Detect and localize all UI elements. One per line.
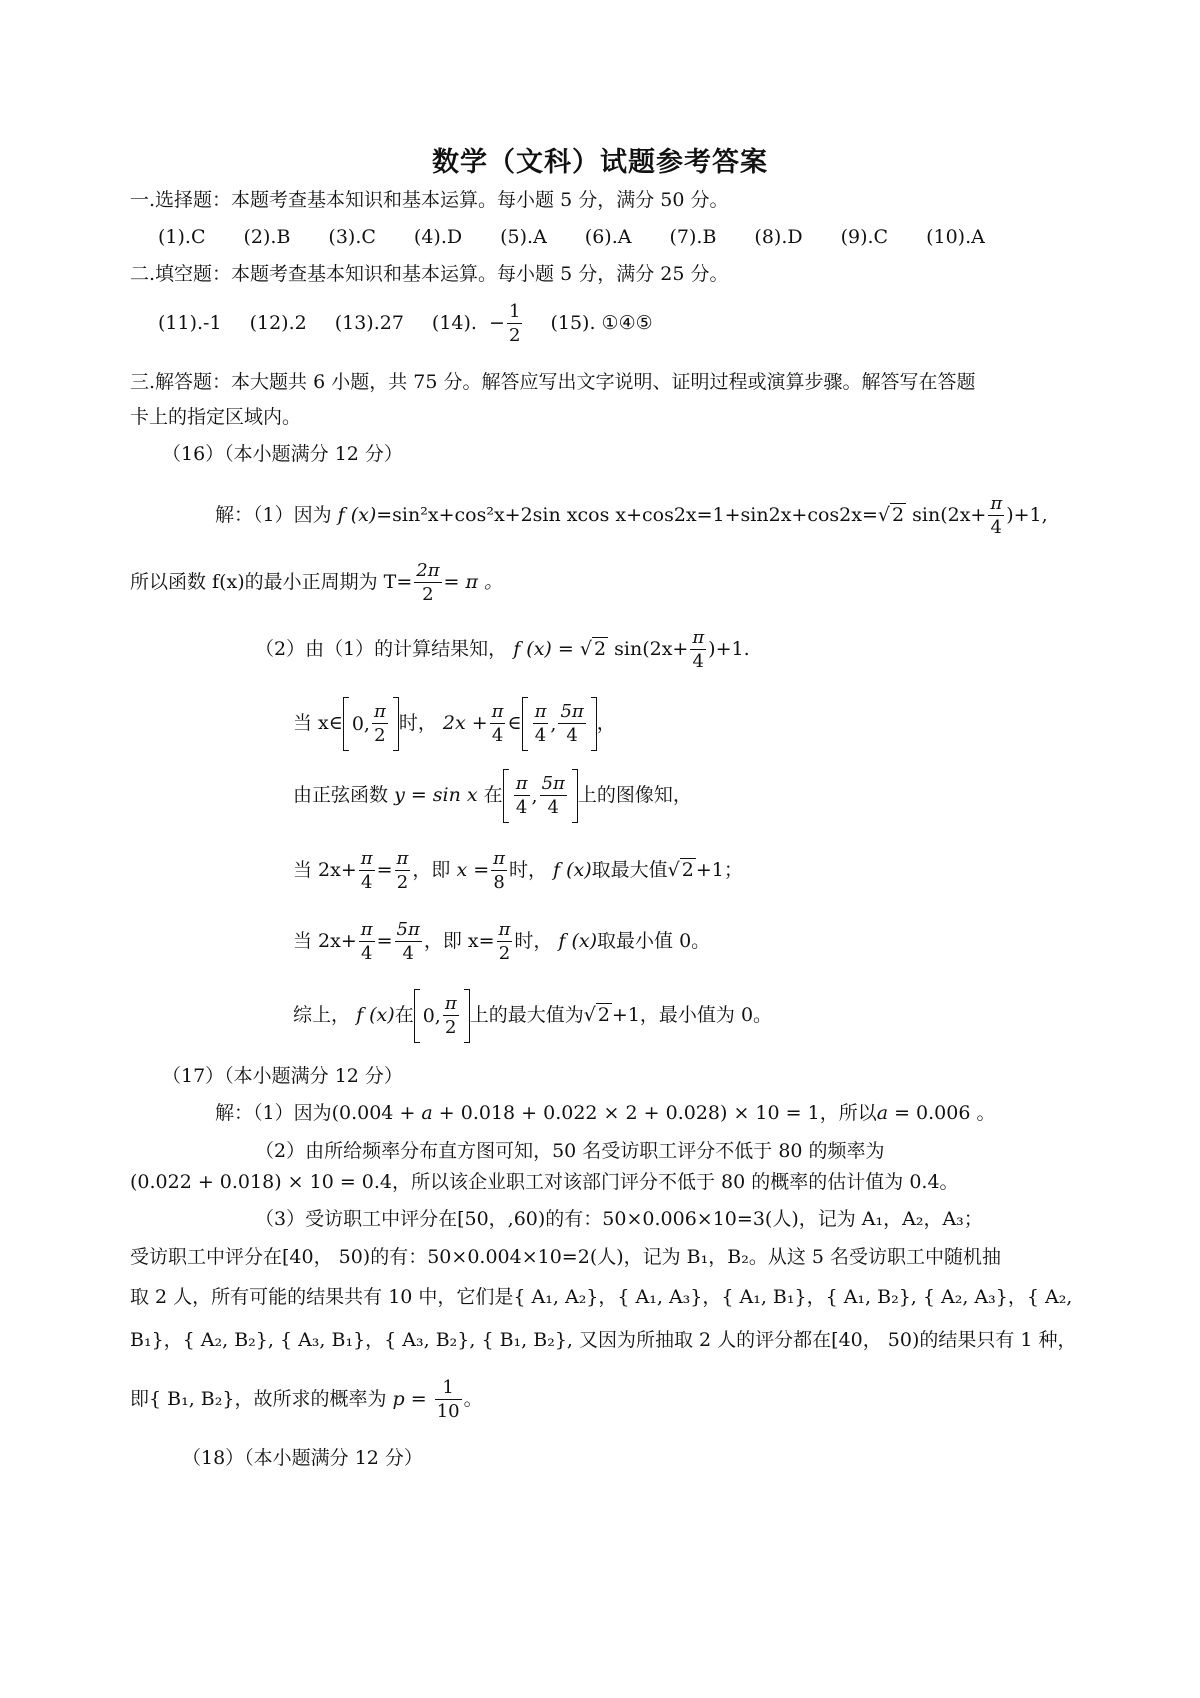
q16-line5: [293, 766, 692, 825]
text: =: [410, 1388, 427, 1410]
text: 时，: [508, 859, 547, 881]
sec3-heading-line2: 卡上的指定区域内。: [130, 406, 302, 428]
text: 在: [483, 784, 503, 806]
text: ∈: [507, 712, 522, 734]
text: 。: [970, 1102, 996, 1124]
text: 当 x∈: [293, 712, 343, 734]
fraction: $\frac{\pi}{2}$: [498, 918, 511, 964]
fraction-numerator: π: [990, 492, 1003, 514]
text: ，即 x=: [423, 930, 495, 952]
answer-9: (9).C: [840, 226, 889, 248]
text: (0.004 +: [331, 1102, 422, 1124]
q18-heading: （18）（本小题满分 12 分）: [182, 1447, 423, 1469]
fraction-denominator: 4: [990, 516, 1002, 538]
text: ，: [596, 712, 616, 734]
q16-line1: [215, 488, 1048, 542]
text: = 0.006: [888, 1102, 971, 1124]
sec1-heading: 一.选择题：本题考查基本知识和基本运算。每小题 5 分，满分 50 分。: [130, 189, 729, 211]
sqrt-symbol: √ 2: [877, 504, 905, 526]
text: 上的最大值为: [469, 1004, 584, 1026]
text: 取最大值: [591, 859, 668, 881]
q17-line3: [130, 1170, 959, 1194]
text: )+1,: [1006, 504, 1048, 526]
answer-5: (5).A: [500, 226, 547, 248]
radicand: 2: [892, 504, 905, 526]
q16-line7: 当 2x+ $\frac{\pi}{4}$ = $\frac{5\pi}{4}$ ，即 x= $\frac{\pi}{2}$ 时， f (x)取最小值 0。: [293, 918, 711, 964]
answer-4: (4).D: [413, 226, 463, 248]
function-f: f (x): [513, 638, 552, 660]
fraction: $\frac{5\pi}{4}$: [396, 918, 420, 964]
q17-line4: （3）受访职工中评分在[50，,60)的有：50×0.006×10=3(人)，记为 A₁，A₂，A₃；: [255, 1208, 983, 1230]
text: y = sin x: [394, 784, 478, 806]
text: +1；: [695, 859, 743, 881]
q17-heading: （17）（本小题满分 12 分）: [162, 1065, 403, 1087]
answer-8: (8).D: [754, 226, 803, 248]
text: 。: [463, 1388, 483, 1410]
answer-10: (10).A: [926, 226, 985, 248]
q17-line1: [215, 1101, 995, 1125]
sec3-heading-line1: 三.解答题：本大题共 6 小题，共 75 分。解答应写出文字说明、证明过程或演算步骤。解答写在答题: [130, 371, 976, 393]
text: 解：（1）因为: [215, 1102, 332, 1124]
interval-bracket: 0, $\frac{\pi}{2}$: [414, 987, 470, 1045]
answer-14: (14).: [431, 312, 477, 335]
q16-line2: [130, 555, 503, 609]
sec1-answers: [158, 225, 1023, 249]
text: 在: [394, 1004, 414, 1026]
text: 取最小值 0。: [597, 930, 711, 952]
text: ，即: [412, 859, 451, 881]
text: 时，: [398, 712, 437, 734]
text: 即{ B₁, B₂}，故所求的概率为: [130, 1388, 387, 1410]
text: 2x +: [442, 712, 488, 734]
fraction: [690, 628, 706, 672]
fraction-denominator: 4: [692, 650, 704, 672]
fraction: $\frac{\pi}{4}$: [491, 700, 504, 746]
fraction-denominator: 2: [422, 583, 434, 605]
var-p: p: [392, 1388, 405, 1410]
sqrt-symbol: √ 2: [579, 638, 607, 660]
q17-line2: （2）由所给频率分布直方图可知，50 名受访职工评分不低于 80 的频率为: [255, 1140, 885, 1162]
text: sin(2x+: [614, 638, 689, 660]
q17-line8: [130, 1372, 483, 1426]
q17-line5: 受访职工中评分在[40， 50)的有：50×0.004×10=2(人)，记为 B₁，B₂。从这 5 名受访职工中随机抽: [130, 1246, 1002, 1268]
q17-line7: B₁}，{ A₂, B₂}, { A₃, B₁}，{ A₃, B₂}, { B₁, B₂}, 又因为所抽取 2 人的评分都在[40， 50)的结果只有 1 种，: [130, 1329, 1077, 1351]
text: 时，: [514, 930, 553, 952]
answer-3: (3).C: [328, 226, 376, 248]
text: =sin²x+cos²x+2sin xcos x+cos2x=1+sin2x+cos2x=: [376, 504, 878, 526]
fraction: $\frac{\pi}{8}$: [493, 847, 505, 893]
answer-6: (6).A: [584, 226, 632, 248]
q16-line4: [293, 694, 616, 753]
fraction: $\frac{1}{10}$: [436, 1376, 460, 1422]
text: （2）由（1）的计算结果知，: [255, 638, 508, 660]
interval-bracket: $\frac{\pi}{4}$ , $\frac{5\pi}{4}$: [503, 767, 578, 825]
text: +1，最小值为 0。: [611, 1004, 773, 1026]
q16-line6: 当 2x+ $\frac{\pi}{4}$ = $\frac{\pi}{2}$ ，即 x = $\frac{\pi}{8}$ 时， f (x)取最大值√ 2 +1；: [293, 843, 743, 897]
answer-15: (15).: [550, 312, 596, 335]
text: ，所以: [819, 1102, 877, 1124]
var-a: a: [876, 1102, 889, 1124]
var-a: a: [421, 1102, 433, 1124]
answer-14-fraction: [507, 302, 522, 346]
sec2-heading: 二.填空题：本题考查基本知识和基本运算。每小题 5 分，满分 25 分。: [130, 263, 729, 285]
function-f: f (x): [553, 859, 592, 881]
text: 所以函数 f(x)的最小正周期为 T=: [130, 571, 413, 593]
answer-1: (1).C: [158, 226, 206, 248]
sqrt-symbol: √ 2: [583, 1004, 610, 1026]
radicand: 2: [593, 638, 607, 660]
text: 解：（1）因为: [215, 504, 332, 526]
q16-line8: [293, 986, 772, 1045]
function-f: f (x): [356, 1004, 395, 1026]
fraction: $\frac{\pi}{4}$: [360, 918, 373, 964]
text: + 0.018 + 0.022 × 2 + 0.028) × 10 = 1: [432, 1102, 820, 1124]
interval-bracket: $\frac{\pi}{4}$ , $\frac{5\pi}{4}$: [522, 695, 597, 753]
fraction-numerator: π: [692, 626, 705, 648]
text: ，所以该企业职工对该部门评分不低于 80 的概率的估计值为 0.4。: [392, 1171, 959, 1193]
answer-15-value: ①④⑤: [601, 312, 653, 335]
function-f: f (x): [558, 930, 598, 952]
text: 当 2x+: [293, 859, 357, 881]
answer-13: (13).27: [334, 312, 404, 335]
q17-line6: 取 2 人，所有可能的结果共有 10 中，它们是{ A₁, A₂}，{ A₁, A₃}，{ A₁, B₁}，{ A₁, B₂}, { A₂, A₃}，{ A₂,: [130, 1286, 1073, 1308]
answer-7: (7).B: [669, 226, 717, 248]
text: 由正弦函数: [293, 784, 389, 806]
text: = π 。: [443, 571, 504, 593]
fraction-numerator: 1: [508, 301, 521, 322]
text: (0.022 + 0.018) × 10 = 0.4: [130, 1171, 393, 1193]
answer-14-sign: −: [489, 312, 505, 335]
fraction: $\frac{\pi}{2}$: [396, 847, 409, 893]
sec2-answers: [158, 302, 653, 346]
text: sin(2x+: [912, 504, 987, 526]
q16-line3: [255, 622, 750, 676]
answer-12: (12).2: [249, 312, 307, 335]
fraction: [414, 561, 441, 605]
fraction: [988, 494, 1004, 538]
q16-heading: （16）（本小题满分 12 分）: [162, 443, 403, 465]
fraction-numerator: 2π: [416, 559, 440, 581]
text: 综上，: [293, 1004, 351, 1026]
function-f: f (x): [337, 504, 377, 526]
text: )+1.: [708, 638, 750, 660]
text: =: [557, 638, 574, 660]
fraction: $\frac{\pi}{2}$: [373, 700, 386, 746]
text: 当 2x+: [293, 930, 357, 952]
fraction-denominator: 2: [508, 324, 521, 346]
answer-11: (11).-1: [158, 312, 222, 335]
interval-bracket: 0, $\frac{\pi}{2}$: [343, 695, 399, 753]
text: x =: [456, 859, 490, 881]
text: 上的图像知，: [577, 784, 692, 806]
answer-2: (2).B: [243, 226, 291, 248]
fraction: $\frac{\pi}{4}$: [360, 847, 373, 893]
page-title: 数学（文科）试题参考答案: [432, 147, 768, 178]
sqrt-symbol: √ 2: [667, 859, 694, 881]
